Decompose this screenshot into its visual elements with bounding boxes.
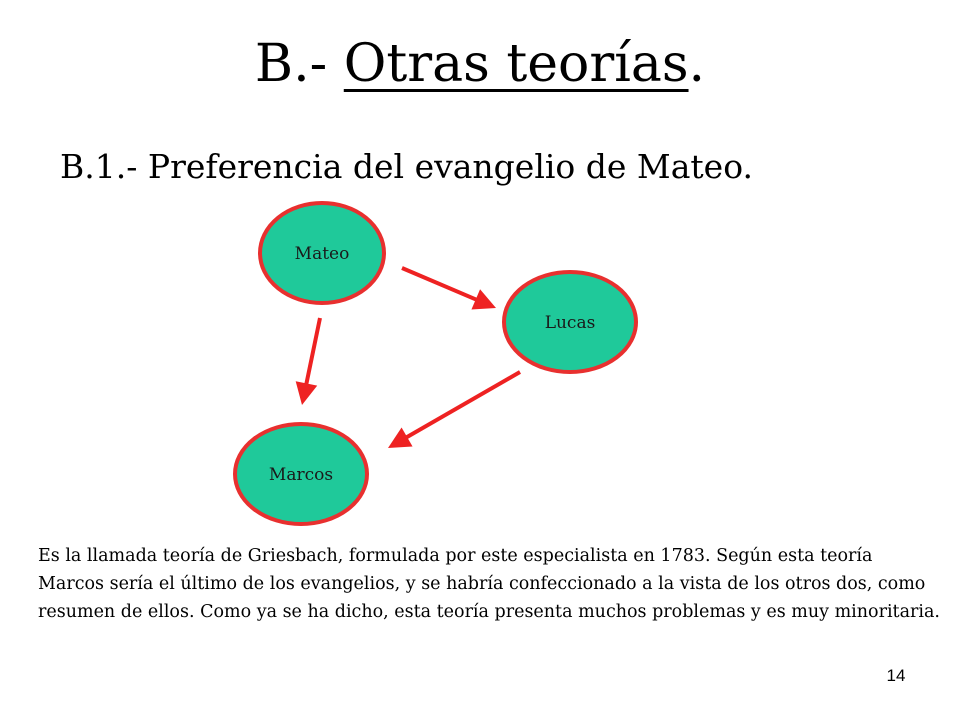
arrow-lucas-to-marcos [388,372,520,448]
node-lucas [504,272,636,372]
node-marcos [235,424,367,524]
arrow-head [296,381,318,405]
title-main: Otras teorías [343,34,689,94]
node-label-lucas: Lucas [544,313,596,333]
arrow-mateo-to-lucas [402,268,496,310]
arrow-shaft [402,268,478,300]
page-number: 14 [886,666,906,685]
arrow-shaft [306,318,320,385]
node-mateo [260,203,384,303]
title-prefix: B.- [254,34,328,94]
theory-description: Es la llamada teoría de Griesbach, formulada por este especialista en 1783. Según esta teoría Marcos sería el último de los evangelios, y se habría confeccionado a la vista de los otros dos, como resumen de ellos. Como ya se ha dicho, esta teoría presenta muchos problemas y es muy minoritaria. [38,546,940,622]
slide-subtitle: B.1.- Preferencia del evangelio de Mateo. [60,147,753,186]
title-suffix: . [688,34,706,94]
nodes-layer [235,203,636,524]
arrow-shaft [405,372,520,438]
node-label-mateo: Mateo [294,244,350,264]
node-label-marcos: Marcos [268,465,334,485]
arrow-mateo-to-marcos [296,318,320,405]
